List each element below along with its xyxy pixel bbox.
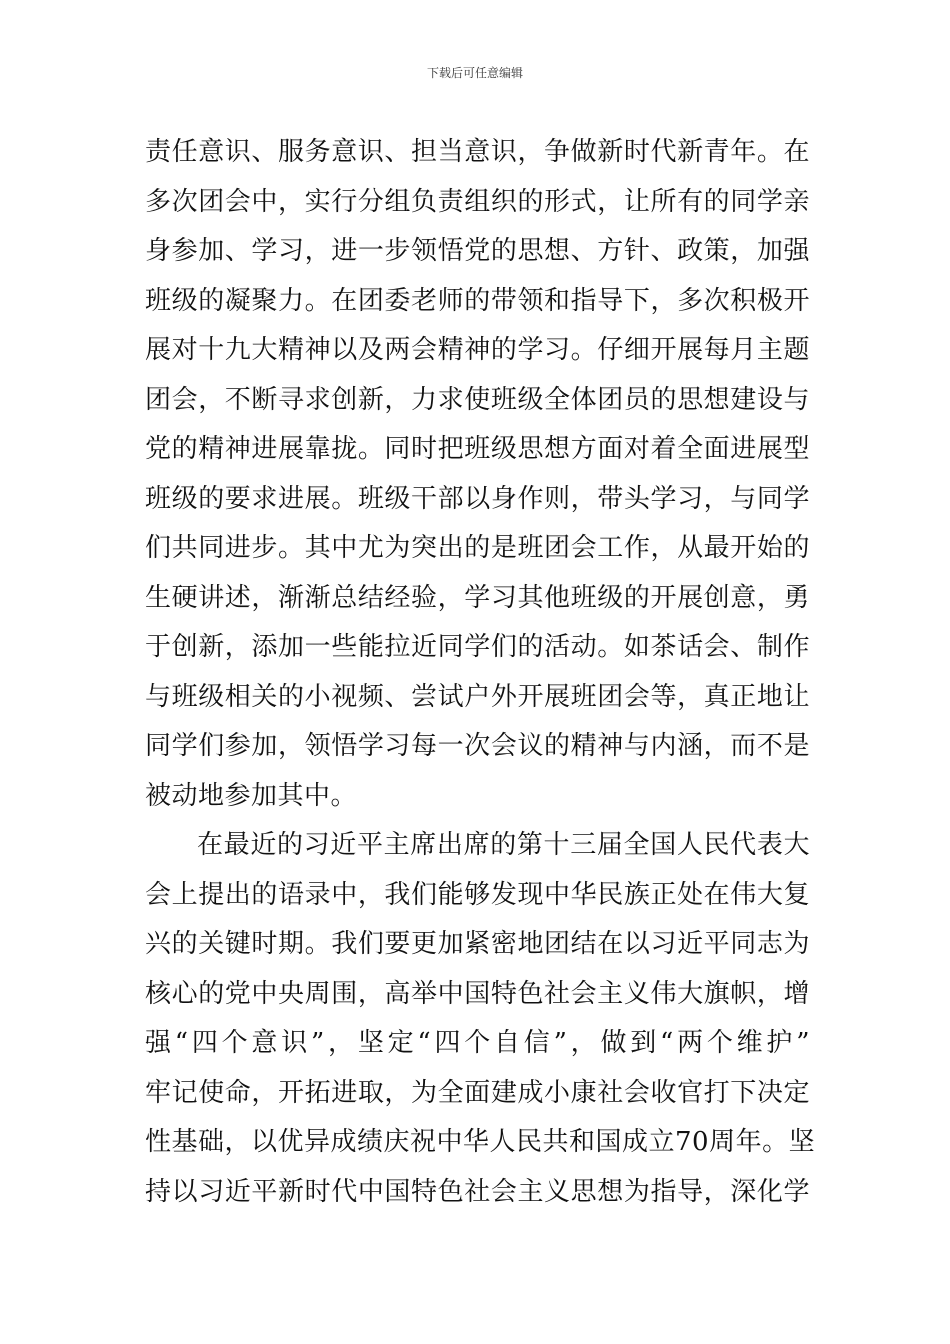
text-line: 身参加、学习，进一步领悟党的思想、方针、政策，加强 bbox=[145, 236, 810, 266]
page-header: 下载后可任意编辑 bbox=[426, 66, 523, 80]
text-line: 兴的关键时期。我们要更加紧密地团结在以习近平同志为 bbox=[145, 929, 810, 959]
text-line: 于创新，添加一些能拉近同学们的活动。如茶话会、制作 bbox=[145, 632, 810, 662]
text-line: 会上提出的语录中，我们能够发现中华民族正处在伟大复 bbox=[145, 879, 810, 910]
text-line: 们共同进步。其中尤为突出的是班团会工作，从最开始的 bbox=[145, 533, 810, 563]
text-line: 在最近的习近平主席出席的第十三届全国人民代表大 bbox=[197, 830, 810, 860]
paragraph-1 bbox=[145, 128, 810, 821]
text-line: 班级的要求进展。班级干部以身作则，带头学习，与同学 bbox=[145, 483, 810, 514]
text-line: 班级的凝聚力。在团委老师的带领和指导下，多次积极开 bbox=[145, 285, 810, 316]
document-body bbox=[145, 128, 816, 1217]
text-line: 党的精神进展靠拢。同时把班级思想方面对着全面进展型 bbox=[145, 434, 810, 464]
text-line: 核心的党中央周围，高举中国特色社会主义伟大旗帜，增 bbox=[145, 978, 810, 1009]
text-line: 同学们参加，领悟学习每一次会议的精神与内涵，而不是 bbox=[145, 731, 810, 761]
paragraph-2 bbox=[145, 821, 816, 1217]
text-line: 多次团会中，实行分组负责组织的形式，让所有的同学亲 bbox=[145, 186, 810, 217]
text-line: 展对十九大精神以及两会精神的学习。仔细开展每月主题 bbox=[145, 335, 810, 365]
text-line: 性基础，以优异成绩庆祝中华人民共和国成立70周年。坚 bbox=[145, 1127, 816, 1157]
text-line: 团会，不断寻求创新，力求使班级全体团员的思想建设与 bbox=[145, 384, 810, 415]
text-line: 责任意识、服务意识、担当意识，争做新时代新青年。在 bbox=[145, 137, 810, 167]
text-line: 牢记使命，开拓进取，为全面建成小康社会收官打下决定 bbox=[145, 1077, 810, 1108]
text-line: 持以习近平新时代中国特色社会主义思想为指导，深化学 bbox=[145, 1176, 810, 1207]
text-line: 强“四个意识”，坚定“四个自信”，做到“两个维护” bbox=[145, 1028, 810, 1058]
text-line: 生硬讲述，渐渐总结经验，学习其他班级的开展创意，勇 bbox=[145, 582, 810, 613]
text-line: 被动地参加其中。 bbox=[145, 780, 358, 811]
text-line: 与班级相关的小视频、尝试户外开展班团会等，真正地让 bbox=[145, 681, 810, 712]
